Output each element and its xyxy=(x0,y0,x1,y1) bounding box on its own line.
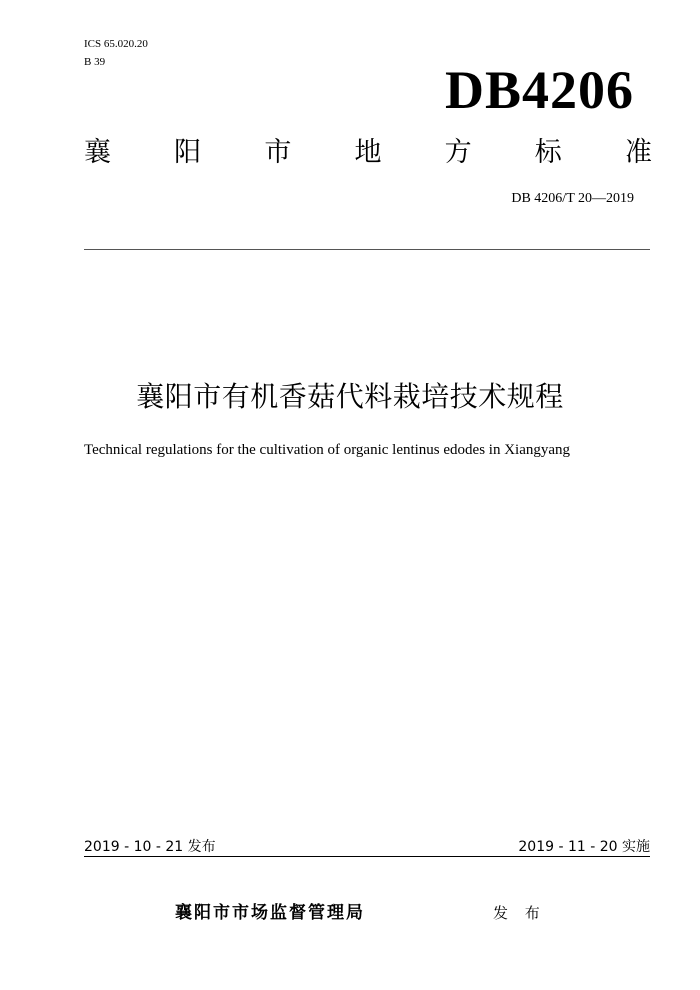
publisher-name: 襄阳市市场监督管理局 xyxy=(175,903,365,923)
standard-type-char: 准 xyxy=(624,137,652,168)
document-title-english: Technical regulations for the cultivation of organic lentinus edodes in Xiangyang xyxy=(84,442,571,458)
db-code-heading: DB4206 xyxy=(444,60,634,120)
standard-type-char: 市 xyxy=(264,137,292,168)
footer-divider xyxy=(84,856,650,857)
issue-date: 2019 - 10 - 21 发布 xyxy=(84,839,216,855)
standard-number: DB 4206/T 20—2019 xyxy=(511,191,634,206)
ics-code: ICS 65.020.20 xyxy=(84,38,148,50)
standard-type-char: 地 xyxy=(354,137,382,168)
implementation-date: 2019 - 11 - 20 实施 xyxy=(518,839,650,855)
header-divider xyxy=(84,249,650,250)
standard-type-char: 阳 xyxy=(174,137,202,168)
classification-code: B 39 xyxy=(84,56,106,68)
standard-type-char: 方 xyxy=(444,137,472,168)
standard-type-char: 襄 xyxy=(84,137,111,168)
publish-label: 发 布 xyxy=(493,904,546,922)
standard-type-heading xyxy=(84,136,652,170)
standard-type-char: 标 xyxy=(534,137,562,168)
document-title-chinese: 襄阳市有机香菇代料栽培技术规程 xyxy=(136,380,564,413)
